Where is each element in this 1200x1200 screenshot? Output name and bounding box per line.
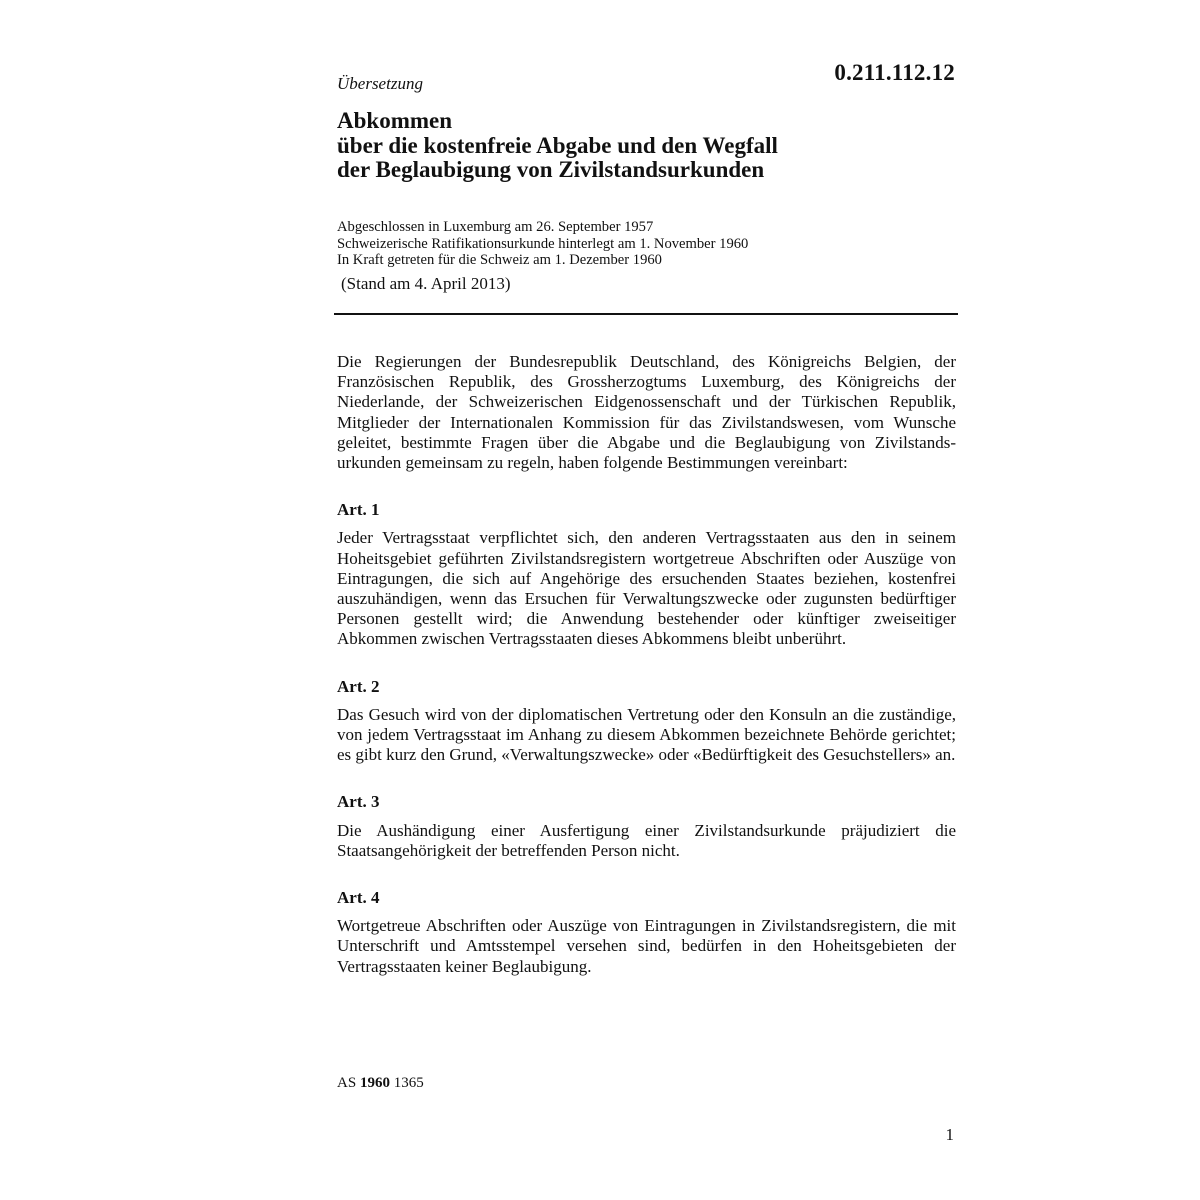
treaty-metadata bbox=[337, 219, 957, 269]
document-body bbox=[337, 352, 956, 977]
as-page: 1365 bbox=[393, 1075, 424, 1091]
document-title bbox=[337, 109, 957, 183]
title-line-3: der Beglaubigung von Zivilstandsurkunden bbox=[337, 157, 765, 182]
as-year: 1960 bbox=[359, 1075, 390, 1091]
title-line-2: über die kostenfreie Abgabe und den Wegfall bbox=[337, 132, 778, 158]
official-collection-reference bbox=[337, 1075, 424, 1092]
as-prefix: AS bbox=[337, 1075, 357, 1091]
article-1-text: Jeder Vertragsstaat verpflichtet sich, den anderen Vertragsstaaten aus den in seinem Hoheitsgebiet geführten Zivilstandsregistern wortgetreue Abschriften oder Auszüge von Eintragungen, die sich auf Angehörige des ersuchenden Staates beziehen, kostenfrei auszuhändigen, wenn das Ersuchen für Verwaltungszwecke oder zugunsten bedürftiger Personen gestellt wird; die Anwendung bestehender oder künftiger zweiseitiger Abkommen zwischen Vertragsstaaten dieses Abkommens bleibt unberührt. bbox=[337, 528, 956, 649]
article-1-heading: Art. 1 bbox=[337, 500, 380, 520]
document-number: 0.211.112.12 bbox=[834, 60, 955, 85]
article-4-text: Wortgetreue Abschriften oder Auszüge von Eintragungen in Zivilstandsregistern, die mit Unterschrift und Amtsstempel versehen sind, bedürfen in den Hoheitsgebieten der Vertragsstaaten keiner Beglaubigung. bbox=[337, 916, 956, 976]
status-date: (Stand am 4. April 2013) bbox=[341, 274, 511, 293]
article-2-heading: Art. 2 bbox=[337, 676, 380, 696]
page-number: 1 bbox=[945, 1125, 954, 1144]
ratification-date: Schweizerische Ratifikationsurkunde hinterlegt am 1. November 1960 bbox=[337, 235, 749, 252]
article-3-heading: Art. 3 bbox=[337, 792, 380, 812]
title-line-1: Abkommen bbox=[337, 108, 453, 133]
article-3-text: Die Aushändigung einer Ausfertigung einer Zivilstandsurkunde präjudiziert die Staatsangehörigkeit der betreffenden Person nicht. bbox=[337, 820, 956, 860]
concluded-date: Abgeschlossen in Luxemburg am 26. September 1957 bbox=[337, 219, 654, 235]
article-2-text: Das Gesuch wird von der diplomatischen Vertretung oder den Konsuln an die zuständige, von jedem Vertragsstaat im Anhang zu diesem Abkommen bezeichnete Behörde gerichtet; es gibt kurz den Grund, «Verwaltungszwecke» oder «Bedürftigkeit des Gesuchstellers» an. bbox=[337, 704, 956, 765]
article-4-heading: Art. 4 bbox=[337, 888, 380, 908]
translation-label: Übersetzung bbox=[337, 74, 423, 93]
header-divider bbox=[334, 313, 958, 315]
preamble: Die Regierungen der Bundesrepublik Deutschland, des Königreichs Belgien, der Französischen Republik, des Grossherzogtums Luxemburg, des Königreichs der Niederlande, der Schweizerischen Eidgenossenschaft und der Türkischen Republik, Mitglieder der Internationalen Kommission für das Zivilstandswesen, vom Wunsche geleitet, bestimmte Fragen über die Abgabe und die Beglaubigung von Zivilstandsurkunden gemeinsam zu regeln, haben folgende Bestimmungen vereinbart: bbox=[337, 352, 956, 473]
in-force-date: In Kraft getreten für die Schweiz am 1. Dezember 1960 bbox=[337, 252, 662, 268]
